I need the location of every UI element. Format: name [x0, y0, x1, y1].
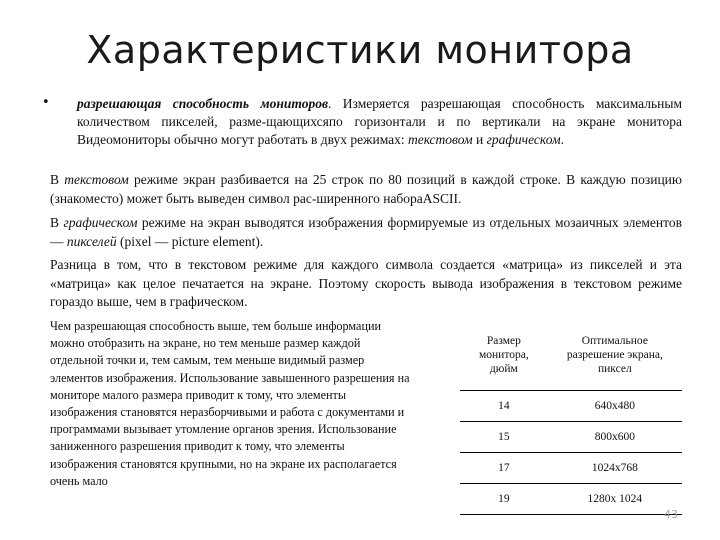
cell-size: 17	[460, 453, 548, 484]
bullet-text	[77, 95, 682, 149]
bullet-text-b: и	[472, 132, 487, 147]
table-row	[460, 422, 682, 453]
header-optimal-resolution: Оптимальное разрешение экрана, пиксел	[566, 335, 663, 375]
p1-b: режиме экран разбивается на 25 строк по 80 позиций в каждой строке. В каждую позицию (знакоместо) может быть выведен символ рас-ширенного набораASCII.	[50, 172, 682, 206]
p2-term2: пикселей	[66, 233, 117, 249]
table-row	[460, 391, 682, 422]
bullet-term: разрешающая способность мониторов	[77, 96, 329, 111]
table-row	[460, 484, 682, 515]
table-row	[460, 453, 682, 484]
p1-a: В	[50, 172, 65, 187]
bullet-item	[42, 95, 682, 149]
p2-b: режиме на экран выводятся изображения формируемые из отдельных мозаичных элементов —	[50, 215, 682, 249]
cell-resolution: 800х600	[548, 422, 682, 453]
bullet-mode-graphic: графическом	[486, 132, 561, 147]
cell-size: 14	[460, 391, 548, 422]
page-number: 43	[664, 508, 678, 521]
bullet-dot-icon: •	[42, 95, 50, 110]
paragraph-text-mode	[50, 171, 682, 208]
paragraph-graphic-mode	[50, 214, 682, 251]
bullet-text-a: . Измеряется разрешающая способность максимальным количеством пикселей, разме-щающихсяпо горизонтали и по вертикали на экране монитора Видеомониторы обычно могут работать в двух режимах:	[77, 96, 682, 147]
paragraph-resolution: Чем разрешающая способность выше, тем больше информации можно отобразить на экране, но тем меньше размер каждой отдельной точки и, тем самым, тем меньше видимый размер элементов изображения. Использование завышенного разрешения на мониторе малого размера приводит к тому, что элементы изображения становятся неразборчивыми и работа с документами и программами вызывает утомление органов зрения. Использование заниженного разрешения приводит к тому, что элементы изображения становятся крупными, но на экране их располагается очень мало	[50, 319, 410, 488]
resolution-table	[460, 320, 682, 515]
p2-c: (pixel — picture element).	[116, 233, 264, 249]
cell-resolution: 1280х 1024	[548, 484, 682, 515]
slide-title: Характеристики монитора	[86, 28, 634, 72]
p1-term: текстовом	[64, 172, 129, 187]
p2-a: В	[50, 215, 64, 230]
cell-size: 19	[460, 484, 548, 515]
cell-size: 15	[460, 422, 548, 453]
paragraph-difference: Разница в том, что в текстовом режиме для каждого символа создается «матрица» из пикселей и эта «матрица» как целое печатается на экране. Поэтому скорость вывода изображения в текстовом режиме гораздо выше, чем в графическом.	[50, 257, 682, 309]
table-header-row	[460, 320, 682, 391]
p2-term: графическом	[63, 215, 138, 230]
header-monitor-size: Размер монитора, дюйм	[479, 335, 529, 375]
cell-resolution: 1024х768	[548, 453, 682, 484]
bullet-text-c: .	[560, 132, 564, 147]
cell-resolution: 640х480	[548, 391, 682, 422]
bullet-mode-text: текстовом	[408, 132, 473, 147]
